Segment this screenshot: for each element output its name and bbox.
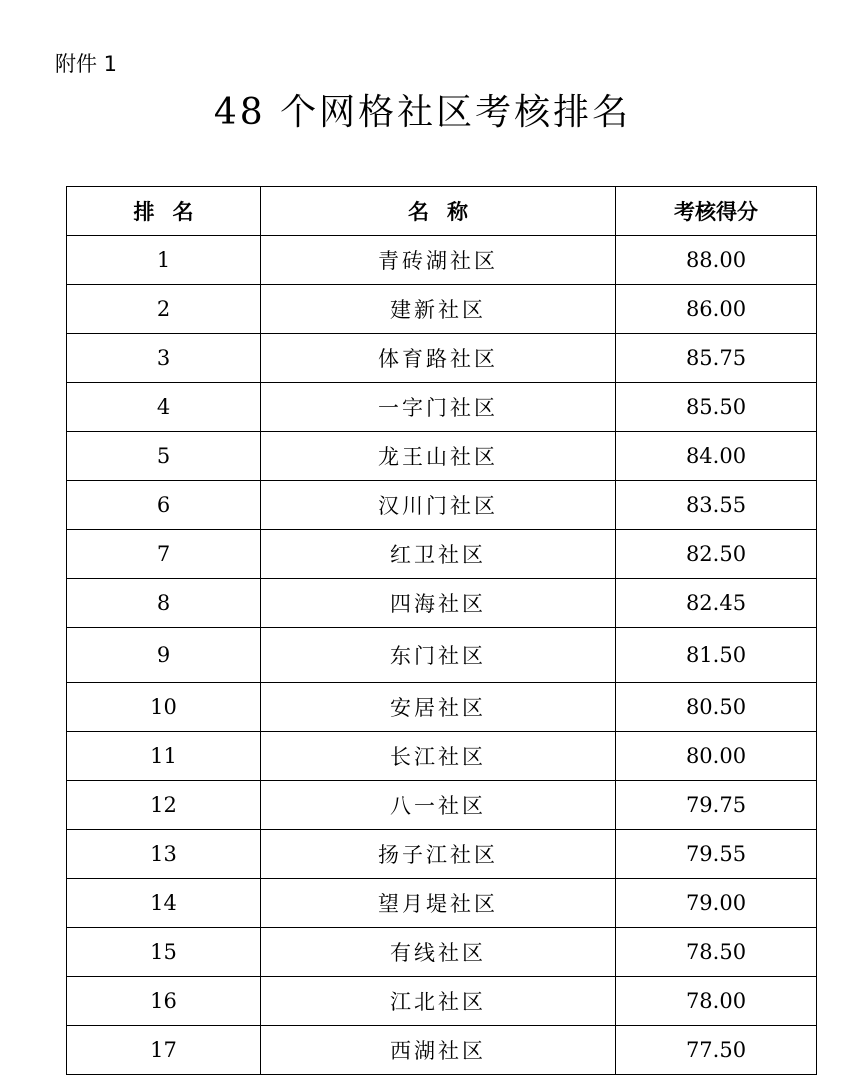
header-name — [261, 187, 616, 236]
table-row — [67, 285, 817, 334]
table-body — [67, 236, 817, 1075]
table-row — [67, 481, 817, 530]
rank-cell: 17 — [67, 1026, 261, 1075]
community-name-cell: 体育路社区 — [261, 334, 616, 383]
header-score-label: 考核得分 — [674, 200, 758, 224]
table-row — [67, 628, 817, 683]
rank-cell: 4 — [67, 383, 261, 432]
table-row — [67, 236, 817, 285]
score-cell: 79.55 — [616, 830, 817, 879]
ranking-table — [66, 186, 817, 1075]
rank-cell: 7 — [67, 530, 261, 579]
header-row — [67, 187, 817, 236]
community-name-cell: 青砖湖社区 — [261, 236, 616, 285]
table-row — [67, 683, 817, 732]
header-name-label: 名称 — [408, 200, 486, 224]
score-cell: 79.00 — [616, 879, 817, 928]
community-name-cell: 汉川门社区 — [261, 481, 616, 530]
community-name-cell: 望月堤社区 — [261, 879, 616, 928]
score-cell: 79.75 — [616, 781, 817, 830]
community-name-cell: 有线社区 — [261, 928, 616, 977]
community-name-cell: 西湖社区 — [261, 1026, 616, 1075]
table-row — [67, 383, 817, 432]
table-row — [67, 579, 817, 628]
rank-cell: 1 — [67, 236, 261, 285]
score-cell: 82.50 — [616, 530, 817, 579]
table-row — [67, 879, 817, 928]
community-name-cell: 安居社区 — [261, 683, 616, 732]
score-cell: 86.00 — [616, 285, 817, 334]
score-cell: 80.00 — [616, 732, 817, 781]
rank-cell: 6 — [67, 481, 261, 530]
rank-cell: 11 — [67, 732, 261, 781]
rank-cell: 5 — [67, 432, 261, 481]
rank-cell: 15 — [67, 928, 261, 977]
community-name-cell: 四海社区 — [261, 579, 616, 628]
rank-cell: 12 — [67, 781, 261, 830]
rank-cell: 2 — [67, 285, 261, 334]
rank-cell: 9 — [67, 628, 261, 683]
score-cell: 80.50 — [616, 683, 817, 732]
table-row — [67, 1026, 817, 1075]
score-cell: 82.45 — [616, 579, 817, 628]
table-row — [67, 781, 817, 830]
table-row — [67, 977, 817, 1026]
community-name-cell: 龙王山社区 — [261, 432, 616, 481]
page-title: 48 个网格社区考核排名 — [213, 92, 632, 133]
community-name-cell: 红卫社区 — [261, 530, 616, 579]
rank-cell: 8 — [67, 579, 261, 628]
score-cell: 85.75 — [616, 334, 817, 383]
rank-cell: 3 — [67, 334, 261, 383]
community-name-cell: 长江社区 — [261, 732, 616, 781]
table-row — [67, 830, 817, 879]
score-cell: 78.00 — [616, 977, 817, 1026]
score-cell: 84.00 — [616, 432, 817, 481]
score-cell: 83.55 — [616, 481, 817, 530]
rank-cell: 13 — [67, 830, 261, 879]
table-header — [67, 187, 817, 236]
score-cell: 81.50 — [616, 628, 817, 683]
rank-cell: 14 — [67, 879, 261, 928]
community-name-cell: 一字门社区 — [261, 383, 616, 432]
score-cell: 77.50 — [616, 1026, 817, 1075]
community-name-cell: 建新社区 — [261, 285, 616, 334]
attachment-label: 附件 1 — [55, 52, 118, 76]
table-row — [67, 928, 817, 977]
community-name-cell: 江北社区 — [261, 977, 616, 1026]
table-row — [67, 432, 817, 481]
header-rank-label: 排名 — [133, 200, 212, 224]
table-row — [67, 732, 817, 781]
table-row — [67, 530, 817, 579]
rank-cell: 16 — [67, 977, 261, 1026]
header-rank — [67, 187, 261, 236]
rank-cell: 10 — [67, 683, 261, 732]
community-name-cell: 扬子江社区 — [261, 830, 616, 879]
score-cell: 85.50 — [616, 383, 817, 432]
community-name-cell: 八一社区 — [261, 781, 616, 830]
score-cell: 88.00 — [616, 236, 817, 285]
header-score — [616, 187, 817, 236]
table-row — [67, 334, 817, 383]
community-name-cell: 东门社区 — [261, 628, 616, 683]
score-cell: 78.50 — [616, 928, 817, 977]
